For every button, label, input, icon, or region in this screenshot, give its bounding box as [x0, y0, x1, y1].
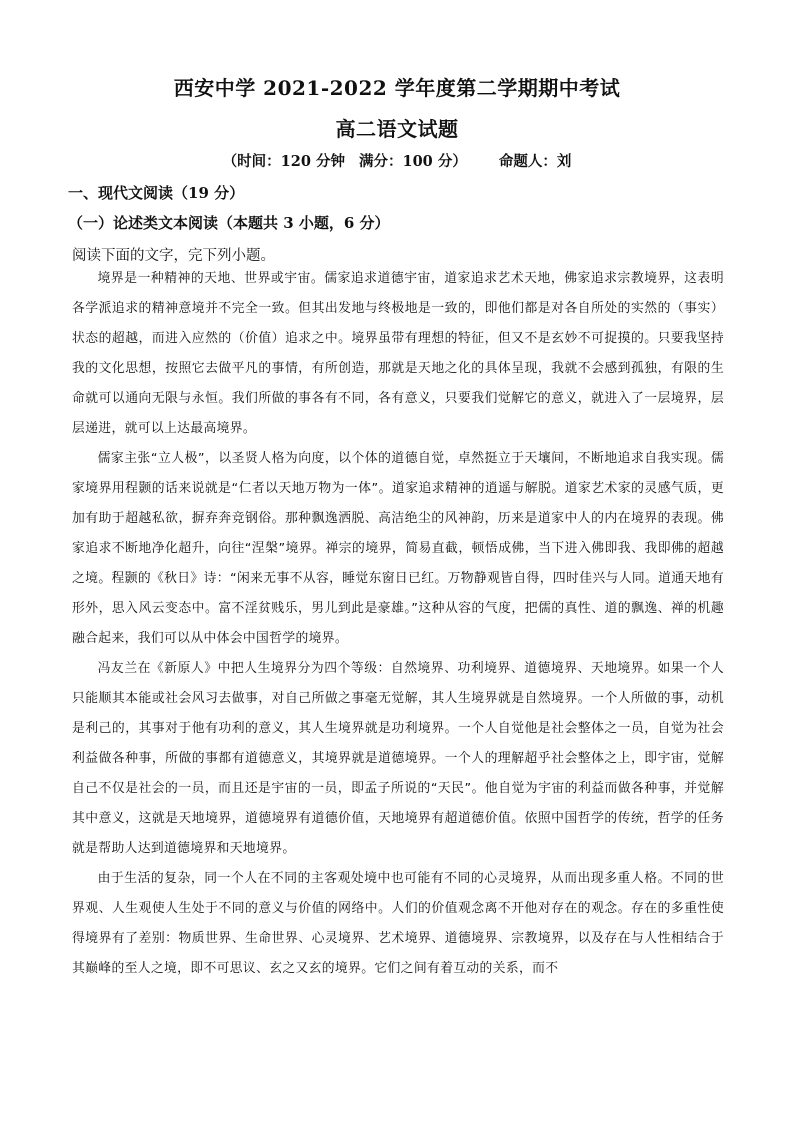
exam-info	[0, 150, 794, 171]
passage-paragraph: 由于生活的复杂，同一个人在不同的主客观处境中也可能有不同的心灵境界，从而出现多重人格。不同的世界观、人生观使人生处于不同的意义与价值的网络中。人们的价值观念离不开他对存在的观念。存在的多重性使得境界有了差别：物质世界、生命世界、心灵境界、艺术境界、道德境界、宗教境界，以及存在与人性相结合于其巅峰的至人之境，即不可思议、玄之又玄的境界。它们之间有着互动的关系，而不	[72, 871, 724, 976]
passage-paragraph: 冯友兰在《新原人》中把人生境界分为四个等级：自然境界、功利境界、道德境界、天地境界。如果一个人只能顺其本能或社会风习去做事，对自己所做之事毫无觉解，其人生境界就是自然境界。一个人所做的事，动机是利己的，其事对于他有功利的意义，其人生境界就是功利境界。一个人自觉他是社会整体之一员，自觉为社会利益做各种事，所做的事都有道德意义，其境界就是道德境界。一个人的理解超乎社会整体之上，即宇宙，觉解自己不仅是社会的一员，而且还是宇宙的一员，即孟子所说的“天民”。他自觉为宇宙的利益而做各种事，并觉解其中意义，这就是天地境界，道德境界有道德价值，天地境界有超道德价值。依照中国哲学的传统，哲学的任务就是帮助人达到道德境界和天地境界。	[72, 661, 724, 856]
section-heading-part1-sub1: （一）论述类文本阅读（本题共 3 小题，6 分）	[68, 214, 390, 232]
passage-paragraph: 儒家主张“立人极”，以圣贤人格为向度，以个体的道德自觉，卓然挺立于天壤间，不断地追求自我实现。儒家境界用程颢的话来说就是“仁者以天地万物为一体”。道家追求精神的逍遥与解脱。道家艺术家的灵感气质，更加有助于超越私欲，摒弃奔竞钢俗。那种飘逸洒脱、高洁绝尘的风神韵，历来是道家中人的内在境界的表现。佛家追求不断地净化超升，向往“涅槃”境界。禅宗的境界，简易直截，顿悟成佛，当下进入佛即我、我即佛的超越之境。程颢的《秋日》诗：“闲来无事不从容，睡觉东窗日已红。万物静观皆自得，四时佳兴与人同。道通天地有形外，思入风云变态中。富不淫贫贱乐，男儿到此是豪雄。”这种从容的气度，把儒的真性、道的飘逸、禅的机趣融合起来，我们可以从中体会中国哲学的境界。	[72, 451, 724, 646]
exam-title: 西安中学 2021-2022 学年度第二学期期中考试	[173, 76, 621, 100]
reading-passage	[72, 264, 724, 984]
passage-paragraph: 境界是一种精神的天地、世界或宇宙。儒家追求道德宇宙，道家追求艺术天地，佛家追求宗教境界，这表明各学派追求的精神意境并不完全一致。但其出发地与终极地是一致的，即他们都是对各自所处的实然的（事实）状态的超越，而进入应然的（价值）追求之中。境界虽带有理想的特征，但又不是玄妙不可捉摸的。只要我坚持我的文化思想，按照它去做平凡的事情，有所创造，那就是天地之化的具体呈现，我就不会感到孤独，有限的生命就可以通向无限与永恒。我们所做的事各有不同，各有意义，只要我们觉解它的意义，就进入了一层境界，层层递进，就可以上达最高境界。	[72, 271, 724, 436]
section-heading-part1: 一、现代文阅读（19 分）	[68, 184, 245, 202]
exam-time: （时间：120 分钟	[222, 153, 345, 170]
exam-subtitle: 高二语文试题	[335, 117, 459, 141]
exam-author: 命题人：刘	[498, 153, 572, 170]
reading-instruction: 阅读下面的文字，完下列小题。	[72, 248, 275, 264]
exam-score: 满分：100 分）	[359, 153, 467, 170]
